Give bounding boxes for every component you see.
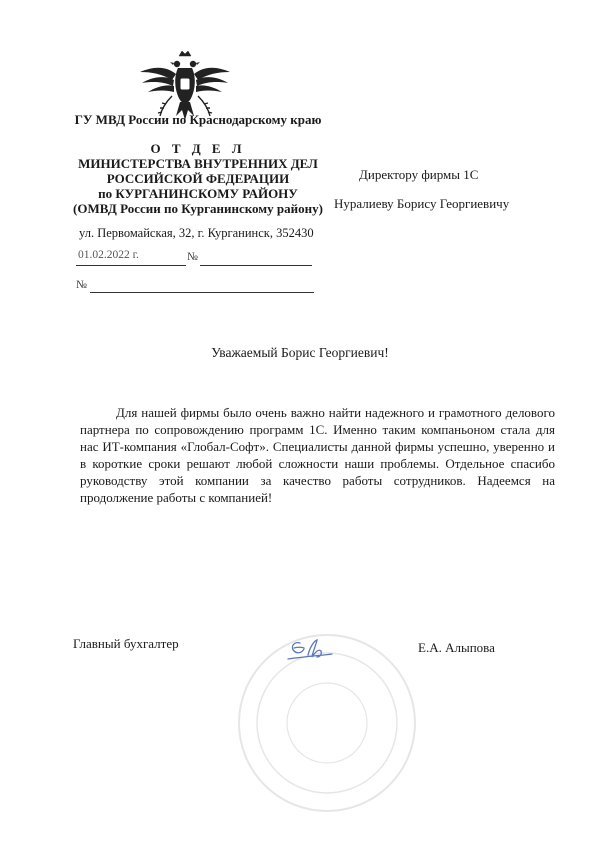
signer-position: Главный бухгалтер <box>73 636 179 651</box>
recipient-title: Директору фирмы 1С <box>359 167 479 182</box>
reference-underline <box>90 292 314 293</box>
letter-paragraph: Для нашей фирмы было очень важно найти надежного и грамотного делового партнера по сопровождению программ 1С. Именно таким компаньоном стала для нас ИТ-компания «Глобал-Софт». Специалисты данной фирмы успешно, уверенно и в короткие сроки решают любой сложности наши проблемы. Отдельное спасибо руководству этой компании за качество работы сотрудников. Надеемся на продолжение работы с компанией! <box>80 405 555 505</box>
salutation: Уважаемый Борис Георгиевич! <box>211 345 389 360</box>
registration-number-sign: № <box>187 251 198 263</box>
signer-name: Е.А. Алыпова <box>418 640 495 655</box>
department-line: по КУРГАНИНСКОМУ РАЙОНУ <box>98 186 298 201</box>
department-title: О Т Д Е Л <box>150 141 246 156</box>
department-line: РОССИЙСКОЙ ФЕДЕРАЦИИ <box>106 171 290 186</box>
date-underline <box>76 265 186 266</box>
reference-number-row <box>76 279 314 295</box>
reference-number-sign: № <box>76 279 87 291</box>
department-short-name: (ОМВД России по Курганинскому району) <box>73 201 323 216</box>
department-line: МИНИСТЕРСТВА ВНУТРЕННИХ ДЕЛ <box>78 156 318 171</box>
signature-icon <box>286 635 334 663</box>
registration-date: 01.02.2022 г. <box>78 249 139 261</box>
department-address: ул. Первомайская, 32, г. Курганинск, 352430 <box>79 226 314 240</box>
department-block <box>70 141 326 216</box>
recipient-name: Нуралиеву Борису Георгиевичу <box>334 196 510 211</box>
registration-date-row <box>76 249 312 267</box>
letter-body <box>80 404 555 506</box>
agency-name: ГУ МВД России по Краснодарскому краю <box>74 112 322 127</box>
number-underline <box>200 265 312 266</box>
